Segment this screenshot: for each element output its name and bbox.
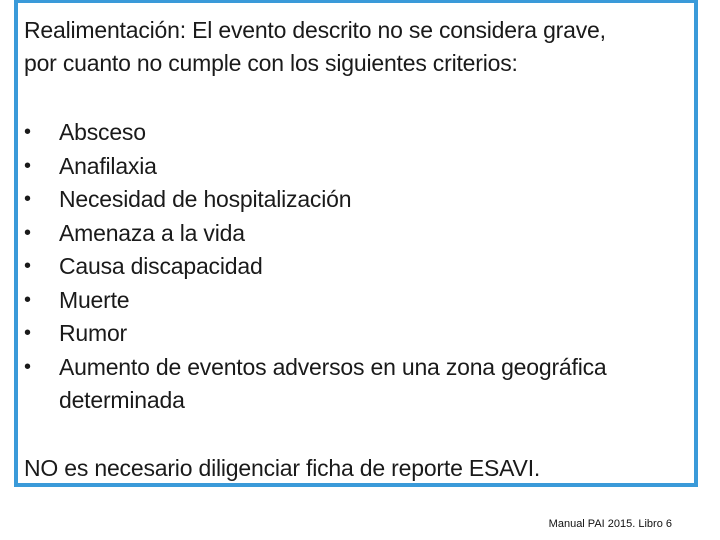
criteria-label: Rumor xyxy=(59,320,128,346)
criteria-item xyxy=(24,150,694,184)
criteria-label: Aumento de eventos adversos en una zona geográfica determinada xyxy=(59,353,607,413)
bullet-icon: • xyxy=(24,154,31,177)
criteria-label: Muerte xyxy=(59,286,130,313)
bullet-icon: • xyxy=(24,255,31,277)
bullet-icon: • xyxy=(24,355,31,378)
criteria-item xyxy=(24,116,694,150)
criteria-item xyxy=(24,217,694,251)
criteria-list xyxy=(24,116,694,418)
criteria-label: Amenaza a la vida xyxy=(59,219,245,246)
bullet-icon: • xyxy=(24,322,31,344)
bullet-icon: • xyxy=(24,188,31,210)
intro-line-2: por cuanto no cumple con los siguientes criterios: xyxy=(24,50,518,76)
criteria-item xyxy=(24,250,694,284)
criteria-item xyxy=(24,317,694,351)
bullet-icon: • xyxy=(24,221,31,244)
intro-line-1: Realimentación: El evento descrito no se considera grave, xyxy=(24,17,606,43)
criteria-item xyxy=(24,284,694,318)
source-citation: Manual PAI 2015. Libro 6 xyxy=(548,518,672,530)
intro-text xyxy=(24,14,694,80)
criteria-item xyxy=(24,183,694,217)
criteria-label: Anafilaxia xyxy=(59,152,157,179)
criteria-label: Absceso xyxy=(59,119,146,145)
bullet-icon: • xyxy=(24,121,31,143)
criteria-item xyxy=(24,351,694,418)
bullet-icon: • xyxy=(24,288,31,311)
conclusion-text: NO es necesario diligenciar ficha de reporte ESAVI. xyxy=(24,455,541,481)
criteria-label: Causa discapacidad xyxy=(59,253,263,279)
criteria-label: Necesidad de hospitalización xyxy=(59,186,352,212)
